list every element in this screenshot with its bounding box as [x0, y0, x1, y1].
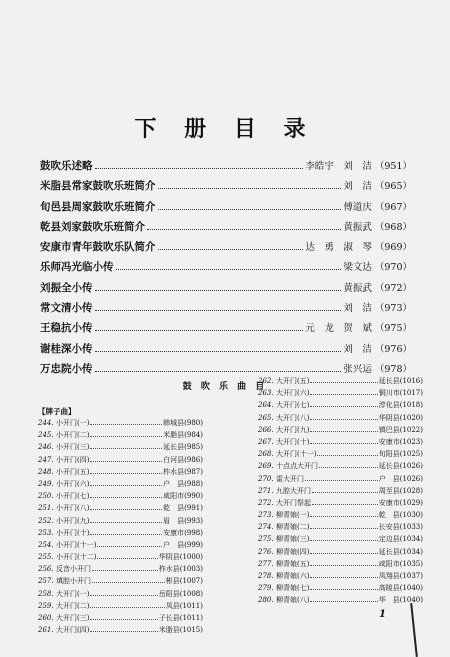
item-ref: 户 县(1026) [378, 474, 423, 483]
list-item [258, 413, 423, 425]
item-number: 279. [258, 584, 274, 593]
toc-entry-author: 刘 洁 [343, 343, 372, 355]
list-item [258, 388, 423, 400]
item-title: 柳青娘(八) [276, 596, 310, 605]
item-ref: 彬县(1007) [165, 577, 203, 586]
toc-entry-author: 黄振武 [343, 221, 372, 233]
item-title: 小开门(十) [56, 528, 90, 537]
list-item [38, 491, 203, 503]
dot-leader [95, 371, 342, 372]
tune-list-right [258, 376, 423, 608]
dot-leader [90, 595, 157, 596]
toc-entry-title: 谢桂深小传 [40, 342, 93, 355]
item-number: 246. [38, 443, 54, 452]
item-title: 大开门(三) [56, 614, 90, 622]
item-ref: 华 县(1040) [378, 596, 423, 605]
item-title: 大开门祭起 [276, 498, 311, 507]
list-item [258, 437, 423, 449]
dot-leader [95, 351, 342, 352]
item-title: 柳青娘(三) [276, 535, 310, 544]
dot-leader [312, 504, 378, 505]
item-ref: 周至县(1028) [378, 486, 423, 495]
list-item [258, 559, 423, 571]
dot-leader [95, 290, 342, 291]
item-title: 反音小开门 [56, 565, 91, 574]
dot-leader [92, 582, 165, 583]
item-title: 九腔大开门 [276, 486, 311, 495]
item-ref: 定边县(1034) [378, 535, 423, 544]
dot-leader [95, 330, 304, 331]
section-subtitle: 鼓 吹 乐 曲 目 [182, 382, 268, 392]
item-ref: 眉 县(993) [163, 516, 203, 525]
list-item [38, 442, 203, 454]
item-ref: 韩城县(980) [163, 419, 203, 427]
toc-entry-title: 安康市青年鼓吹乐队简介 [40, 241, 156, 254]
item-number: 270. [258, 474, 274, 483]
list-item [38, 625, 203, 637]
item-title: 小开门(五) [56, 467, 90, 476]
dot-leader [319, 467, 378, 468]
item-number: 253. [38, 528, 54, 537]
list-item [258, 486, 423, 498]
list-item [258, 510, 423, 522]
list-item [38, 467, 203, 479]
toc-entry [40, 280, 412, 300]
dot-leader [95, 168, 304, 169]
toc-entry-page: （975） [374, 323, 412, 335]
item-title: 十点点大开门 [276, 462, 318, 471]
item-number: 256. [38, 565, 54, 574]
page-number: 1 [379, 609, 386, 620]
item-title: 大开门(九) [276, 425, 310, 434]
dot-leader [90, 522, 162, 523]
dot-leader [90, 473, 162, 474]
item-title: 柳青娘(六) [276, 572, 310, 580]
dot-leader [90, 448, 162, 449]
item-title: 大开门(五) [276, 377, 310, 385]
toc-entry-page: （969） [374, 242, 412, 254]
toc-entry-author: 梁文达 [343, 262, 372, 274]
item-ref: 延长县(1026) [378, 462, 423, 471]
list-item [38, 516, 203, 528]
item-title: 小开门(十二) [56, 553, 97, 562]
toc-list [40, 158, 412, 381]
item-ref: 白河县(986) [163, 455, 203, 464]
item-ref: 华阴县(1020) [378, 413, 423, 422]
dot-leader [92, 570, 158, 571]
item-ref: 旬阳县(1025) [378, 450, 423, 459]
item-ref: 子长县(1011) [158, 614, 203, 622]
tune-list-left [38, 406, 203, 637]
dot-leader [158, 188, 342, 189]
item-number: 245. [38, 431, 54, 440]
toc-entry-title: 乐师冯光临小传 [40, 261, 114, 274]
item-ref: 户 县(999) [163, 540, 203, 549]
toc-entry-title: 米脂县常家鼓吹乐班简介 [40, 180, 156, 193]
item-title: 大开门(八) [276, 413, 310, 422]
toc-entry-author: 张兴运 [343, 363, 372, 375]
item-number: 271. [258, 486, 274, 495]
item-number: 265. [258, 413, 274, 422]
toc-entry-page: （978） [374, 363, 412, 375]
list-item [38, 589, 203, 601]
list-item [38, 601, 203, 613]
item-number: 278. [258, 572, 274, 580]
item-title: 大开门(七) [276, 401, 310, 410]
list-item [258, 522, 423, 534]
toc-entry-author: 刘 洁 [343, 303, 372, 315]
toc-entry [40, 341, 412, 361]
item-number: 268. [258, 450, 274, 459]
list-item [258, 534, 423, 546]
item-ref: 淳化县(1018) [378, 401, 423, 410]
list-item [258, 425, 423, 437]
dot-leader [310, 443, 377, 444]
item-number: 257. [38, 577, 54, 586]
list-item [258, 376, 423, 388]
dot-leader [147, 229, 341, 230]
dot-leader [90, 497, 162, 498]
dot-leader [158, 249, 304, 250]
item-ref: 高陵县(1040) [378, 584, 423, 593]
list-item [38, 564, 203, 576]
toc-entry-page: （967） [374, 201, 412, 213]
dot-leader [97, 546, 162, 547]
toc-entry [40, 219, 412, 239]
item-title: 大开门(十) [276, 437, 310, 446]
list-item [38, 455, 203, 467]
list-item [258, 400, 423, 412]
item-number: 260. [38, 614, 54, 622]
list-item [38, 528, 203, 540]
toc-entry [40, 158, 412, 178]
item-title: 大开门(十一) [276, 450, 317, 459]
item-number: 266. [258, 425, 274, 434]
toc-entry-title: 万忠院小传 [40, 362, 93, 375]
item-number: 273. [258, 511, 274, 520]
item-number: 255. [38, 553, 54, 562]
item-number: 280. [258, 596, 274, 605]
item-ref: 安康市(998) [163, 528, 203, 537]
toc-entry-author: 达 勇 淑 琴 [305, 242, 372, 254]
toc-entry [40, 300, 412, 320]
toc-entry-page: （970） [374, 262, 412, 274]
dot-leader [116, 269, 342, 270]
item-number: 262. [258, 377, 274, 385]
dot-leader [310, 540, 377, 541]
dot-leader [310, 394, 377, 395]
dot-leader [310, 553, 377, 554]
dot-leader [310, 382, 377, 383]
toc-entry-title: 旬邑县周家鼓吹乐班简介 [40, 200, 156, 213]
dot-leader [90, 424, 162, 425]
item-number: 275. [258, 535, 274, 544]
item-number: 251. [38, 504, 54, 513]
toc-entry-title: 乾县刘家鼓吹乐班简介 [40, 220, 145, 233]
item-ref: 户 县(988) [163, 479, 203, 488]
item-title: 大开门(六) [276, 389, 310, 398]
item-title: 小开门(七) [56, 492, 90, 501]
toc-entry-page: （968） [374, 221, 412, 233]
toc-entry-title: 鼓吹乐述略 [40, 160, 93, 172]
dot-leader [95, 310, 342, 311]
item-ref: 镇巴县(1022) [378, 425, 423, 434]
toc-entry-page: （951） [374, 161, 412, 172]
item-ref: 凤翔县(1037) [378, 572, 423, 580]
item-number: 261. [38, 626, 54, 635]
item-title: 柳青娘(七) [276, 584, 310, 593]
item-number: 254. [38, 540, 54, 549]
item-title: 大开门(四) [56, 626, 90, 635]
dot-leader [317, 455, 377, 456]
item-title: 柳青娘(四) [276, 547, 310, 556]
toc-entry [40, 320, 412, 340]
item-ref: 安康市(1023) [378, 437, 423, 446]
group-heading: 【牌子曲】 [38, 407, 76, 416]
dot-leader [310, 577, 377, 578]
list-item [38, 430, 203, 442]
toc-entry-author: 元 龙 贺 斌 [305, 323, 372, 335]
item-title: 小开门(一) [56, 419, 90, 427]
item-number: 259. [38, 601, 54, 610]
toc-entry-author: 傅道庆 [343, 201, 372, 213]
list-item [38, 418, 203, 430]
item-ref: 咸阳市(1035) [378, 559, 423, 568]
dot-leader [90, 631, 157, 632]
item-number: 252. [38, 516, 54, 525]
item-title: 小开门(二) [56, 431, 90, 440]
item-ref: 安康市(1029) [378, 498, 423, 507]
item-number: 244. [38, 419, 54, 427]
dot-leader [158, 209, 342, 210]
item-number: 247. [38, 455, 54, 464]
item-ref: 华阴县(1000) [158, 553, 203, 562]
item-number: 264. [258, 401, 274, 410]
item-title: 柳青娘(一) [276, 511, 310, 520]
margin-stroke [410, 603, 418, 657]
toc-entry-author: 黄振武 [343, 282, 372, 294]
item-number: 263. [258, 389, 274, 398]
item-ref: 咸阳市(990) [163, 492, 203, 501]
item-number: 277. [258, 559, 274, 568]
item-number: 250. [38, 492, 54, 501]
dot-leader [310, 516, 377, 517]
item-ref: 铜川市(1017) [378, 389, 423, 398]
item-ref: 凤县(1011) [165, 601, 203, 610]
item-ref: 延长县(1034) [378, 547, 423, 556]
list-item [258, 461, 423, 473]
item-ref: 延长县(1016) [378, 377, 423, 385]
dot-leader [310, 601, 377, 602]
item-ref: 米脂县(984) [163, 431, 203, 440]
item-title: 小开门(十一) [56, 540, 97, 549]
list-item [258, 547, 423, 559]
item-title: 小开门(六) [56, 479, 90, 488]
item-ref: 米脂县(1015) [158, 626, 203, 635]
toc-entry-page: （973） [374, 303, 412, 315]
dot-leader [90, 619, 157, 620]
toc-entry-page: （965） [374, 181, 412, 193]
dot-leader [90, 509, 162, 510]
toc-entry-title: 刘振全小传 [40, 281, 93, 294]
list-item [38, 540, 203, 552]
dot-leader [90, 485, 162, 486]
toc-entry [40, 259, 412, 279]
dot-leader [310, 431, 377, 432]
dot-leader [97, 558, 157, 559]
item-number: 274. [258, 523, 274, 532]
item-title: 小开门(三) [56, 443, 90, 452]
toc-entry [40, 199, 412, 219]
dot-leader [305, 480, 378, 481]
item-number: 276. [258, 547, 274, 556]
toc-entry-author: 刘 洁 [343, 181, 372, 193]
dot-leader [90, 607, 164, 608]
dot-leader [90, 534, 162, 535]
list-item [38, 503, 203, 515]
item-title: 小开门(八) [56, 504, 90, 513]
item-title: 小开门(九) [56, 516, 90, 525]
toc-entry-page: （976） [374, 343, 412, 355]
toc-entry-title: 王稳抗小传 [40, 322, 93, 335]
item-ref: 乾 县(1030) [378, 511, 423, 520]
item-title: 小开门(四) [56, 455, 90, 464]
item-number: 249. [38, 479, 54, 488]
item-number: 267. [258, 437, 274, 446]
item-ref: 柞水县(1003) [158, 565, 203, 574]
item-ref: 乾 县(991) [163, 504, 203, 513]
item-title: 柳青娘(五) [276, 559, 310, 568]
list-item [38, 613, 203, 625]
dot-leader [310, 406, 377, 407]
dot-leader [310, 419, 377, 420]
item-title: 雷大开门 [276, 474, 304, 483]
list-item [258, 571, 423, 583]
list-item [38, 479, 203, 491]
toc-entry [40, 178, 412, 198]
item-ref: 岳阳县(1008) [158, 589, 203, 598]
toc-entry-title: 常文清小传 [40, 302, 93, 315]
item-number: 248. [38, 467, 54, 476]
dot-leader [310, 589, 377, 590]
dot-leader [90, 436, 162, 437]
item-title: 填腔小开门 [56, 577, 91, 586]
dot-leader [312, 492, 378, 493]
list-item [258, 498, 423, 510]
item-number: 272. [258, 498, 274, 507]
list-item [258, 583, 423, 595]
dot-leader [310, 528, 377, 529]
item-number: 258. [38, 589, 54, 598]
item-title: 大开门(二) [56, 601, 90, 610]
toc-entry [40, 239, 412, 259]
item-ref: 延长县(985) [163, 443, 203, 452]
list-item [38, 576, 203, 588]
item-ref: 柞水县(987) [163, 467, 203, 476]
list-item [258, 449, 423, 461]
page-title: 下 册 目 录 [134, 116, 316, 142]
list-item [258, 595, 423, 607]
item-title: 大开门(一) [56, 589, 90, 598]
item-number: 269. [258, 462, 274, 471]
toc-entry-author: 李皓宇 刘 洁 [305, 161, 372, 172]
list-item [38, 552, 203, 564]
toc-entry-page: （972） [374, 282, 412, 294]
dot-leader [310, 565, 377, 566]
item-ref: 长安县(1033) [378, 523, 423, 532]
list-item [258, 474, 423, 486]
dot-leader [90, 461, 162, 462]
item-title: 柳青娘(二) [276, 523, 310, 532]
